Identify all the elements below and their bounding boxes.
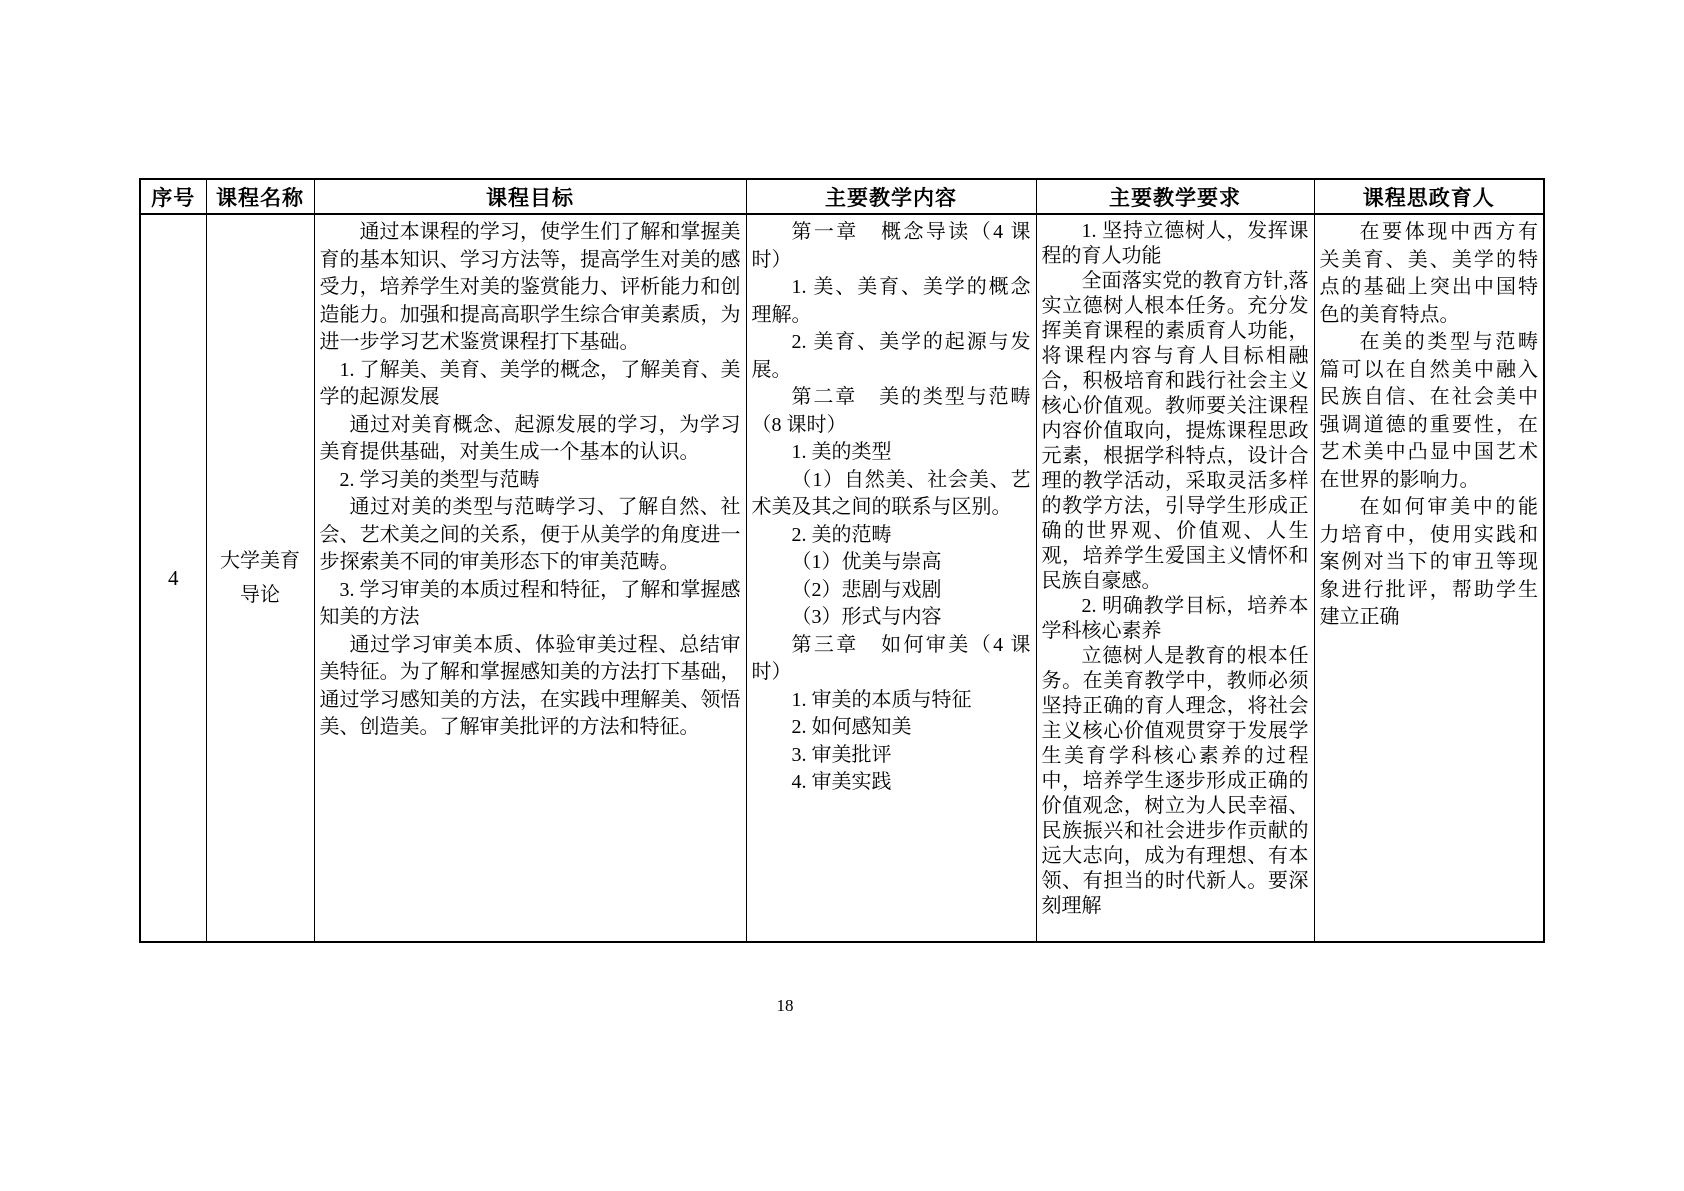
page-number: 18 (776, 996, 794, 1015)
paragraph: 第一章 概念导读（4 课时） (751, 221, 1031, 271)
cell-ideology-education (1314, 214, 1544, 942)
paragraph: 通过对美育概念、起源发展的学习，为学习美育提供基础，对美生成一个基本的认识。 (319, 413, 741, 463)
paragraph: 通过学习审美本质、体验审美过程、总结审美特征。为了解和掌握感知美的方法打下基础，通过学习感知美的方法，在实践中理解美、领悟美、创造美。了解审美批评的方法和特征。 (319, 633, 741, 738)
paragraph: （2）悲剧与戏剧 (791, 578, 942, 601)
paragraph: 1. 美、美育、美学的概念理解。 (751, 276, 1031, 326)
paragraph: 1. 审美的本质与特征 (791, 688, 972, 711)
course-syllabus-table (139, 178, 1545, 943)
paragraph: 立德树人是教育的根本任务。在美育教学中，教师必须坚持正确的育人理念，将社会主义核心价值观贯穿于发展学生美育学科核心素养的过程中，培养学生逐步形成正确的价值观念，树立为人民幸福、民族振兴和社会进步作贡献的远大志向，成为有理想、有本领、有担当的时代新人。要深刻理解 (1041, 645, 1309, 917)
paragraph: 第二章 美的类型与范畴（8 课时） (751, 386, 1031, 436)
cell-teaching-requirements (1036, 214, 1314, 942)
paragraph: （1）优美与崇高 (791, 551, 942, 573)
paragraph: 2. 如何感知美 (791, 716, 912, 738)
paragraph: 通过本课程的学习，使学生们了解和掌握美育的基本知识、学习方法等，提高学生对美的感受力，培养学生对美的鉴赏能力、评析能力和创造能力。加强和提高高职学生综合审美素质，为进一步学习艺术鉴赏课程打下基础。 (319, 221, 741, 353)
header-teaching-requirements: 主要教学要求 (1036, 179, 1314, 214)
cell-course-name (206, 214, 314, 942)
paragraph: 3. 审美批评 (791, 743, 892, 766)
paragraph: 1. 了解美、美育、美学的概念，了解美育、美学的起源发展 (319, 358, 741, 408)
paragraph: 1. 美的类型 (791, 441, 892, 463)
header-course-objectives: 课程目标 (314, 179, 746, 214)
paragraph: 3. 学习审美的本质过程和特征，了解和掌握感知美的方法 (319, 578, 741, 628)
paragraph: 在如何审美中的能力培育中，使用实践和案例对当下的审丑等现象进行批评，帮助学生建立正确 (1319, 496, 1538, 628)
table-row (140, 214, 1544, 942)
cell-course-objectives (314, 214, 746, 942)
paragraph: 1. 坚持立德树人，发挥课程的育人功能 (1041, 220, 1309, 267)
cell-teaching-content (746, 214, 1036, 942)
paragraph: 通过对美的类型与范畴学习、了解自然、社会、艺术美之间的关系，便于从美学的角度进一步探索美不同的审美形态下的审美范畴。 (319, 496, 741, 573)
paragraph: （3）形式与内容 (791, 606, 942, 628)
paragraph: 2. 美育、美学的起源与发展。 (751, 331, 1031, 381)
cell-seq-number: 4 (140, 214, 206, 942)
header-course-name: 课程名称 (206, 179, 314, 214)
header-ideology-education: 课程思政育人 (1314, 179, 1544, 214)
header-seq: 序号 (140, 179, 206, 214)
course-name-line: 大学美育 (220, 550, 300, 572)
header-row (140, 179, 1544, 214)
header-teaching-content: 主要教学内容 (746, 179, 1036, 214)
course-name-line: 导论 (240, 584, 280, 606)
paragraph: 2. 明确教学目标，培养本学科核心素养 (1041, 595, 1309, 642)
paragraph: 在美的类型与范畴篇可以在自然美中融入民族自信、在社会美中强调道德的重要性，在艺术美中凸显中国艺术在世界的影响力。 (1319, 331, 1538, 491)
paragraph: 4. 审美实践 (791, 771, 892, 793)
paragraph: 2. 美的范畴 (791, 523, 892, 546)
paragraph: 在要体现中西方有关美育、美、美学的特点的基础上突出中国特色的美育特点。 (1319, 221, 1538, 326)
paragraph: 第三章 如何审美（4 课时） (751, 633, 1031, 683)
paragraph: 全面落实党的教育方针,落实立德树人根本任务。充分发挥美育课程的素质育人功能，将课程内容与育人目标相融合，积极培育和践行社会主义核心价值观。教师要关注课程内容价值取向，提炼课程思政元素，根据学科特点，设计合理的教学活动，采取灵活多样的教学方法，引导学生形成正确的世界观、价值观、人生观，培养学生爱国主义情怀和民族自豪感。 (1041, 270, 1309, 592)
paragraph: 2. 学习美的类型与范畴 (339, 468, 540, 491)
paragraph: （1）自然美、社会美、艺术美及其之间的联系与区别。 (751, 468, 1031, 518)
